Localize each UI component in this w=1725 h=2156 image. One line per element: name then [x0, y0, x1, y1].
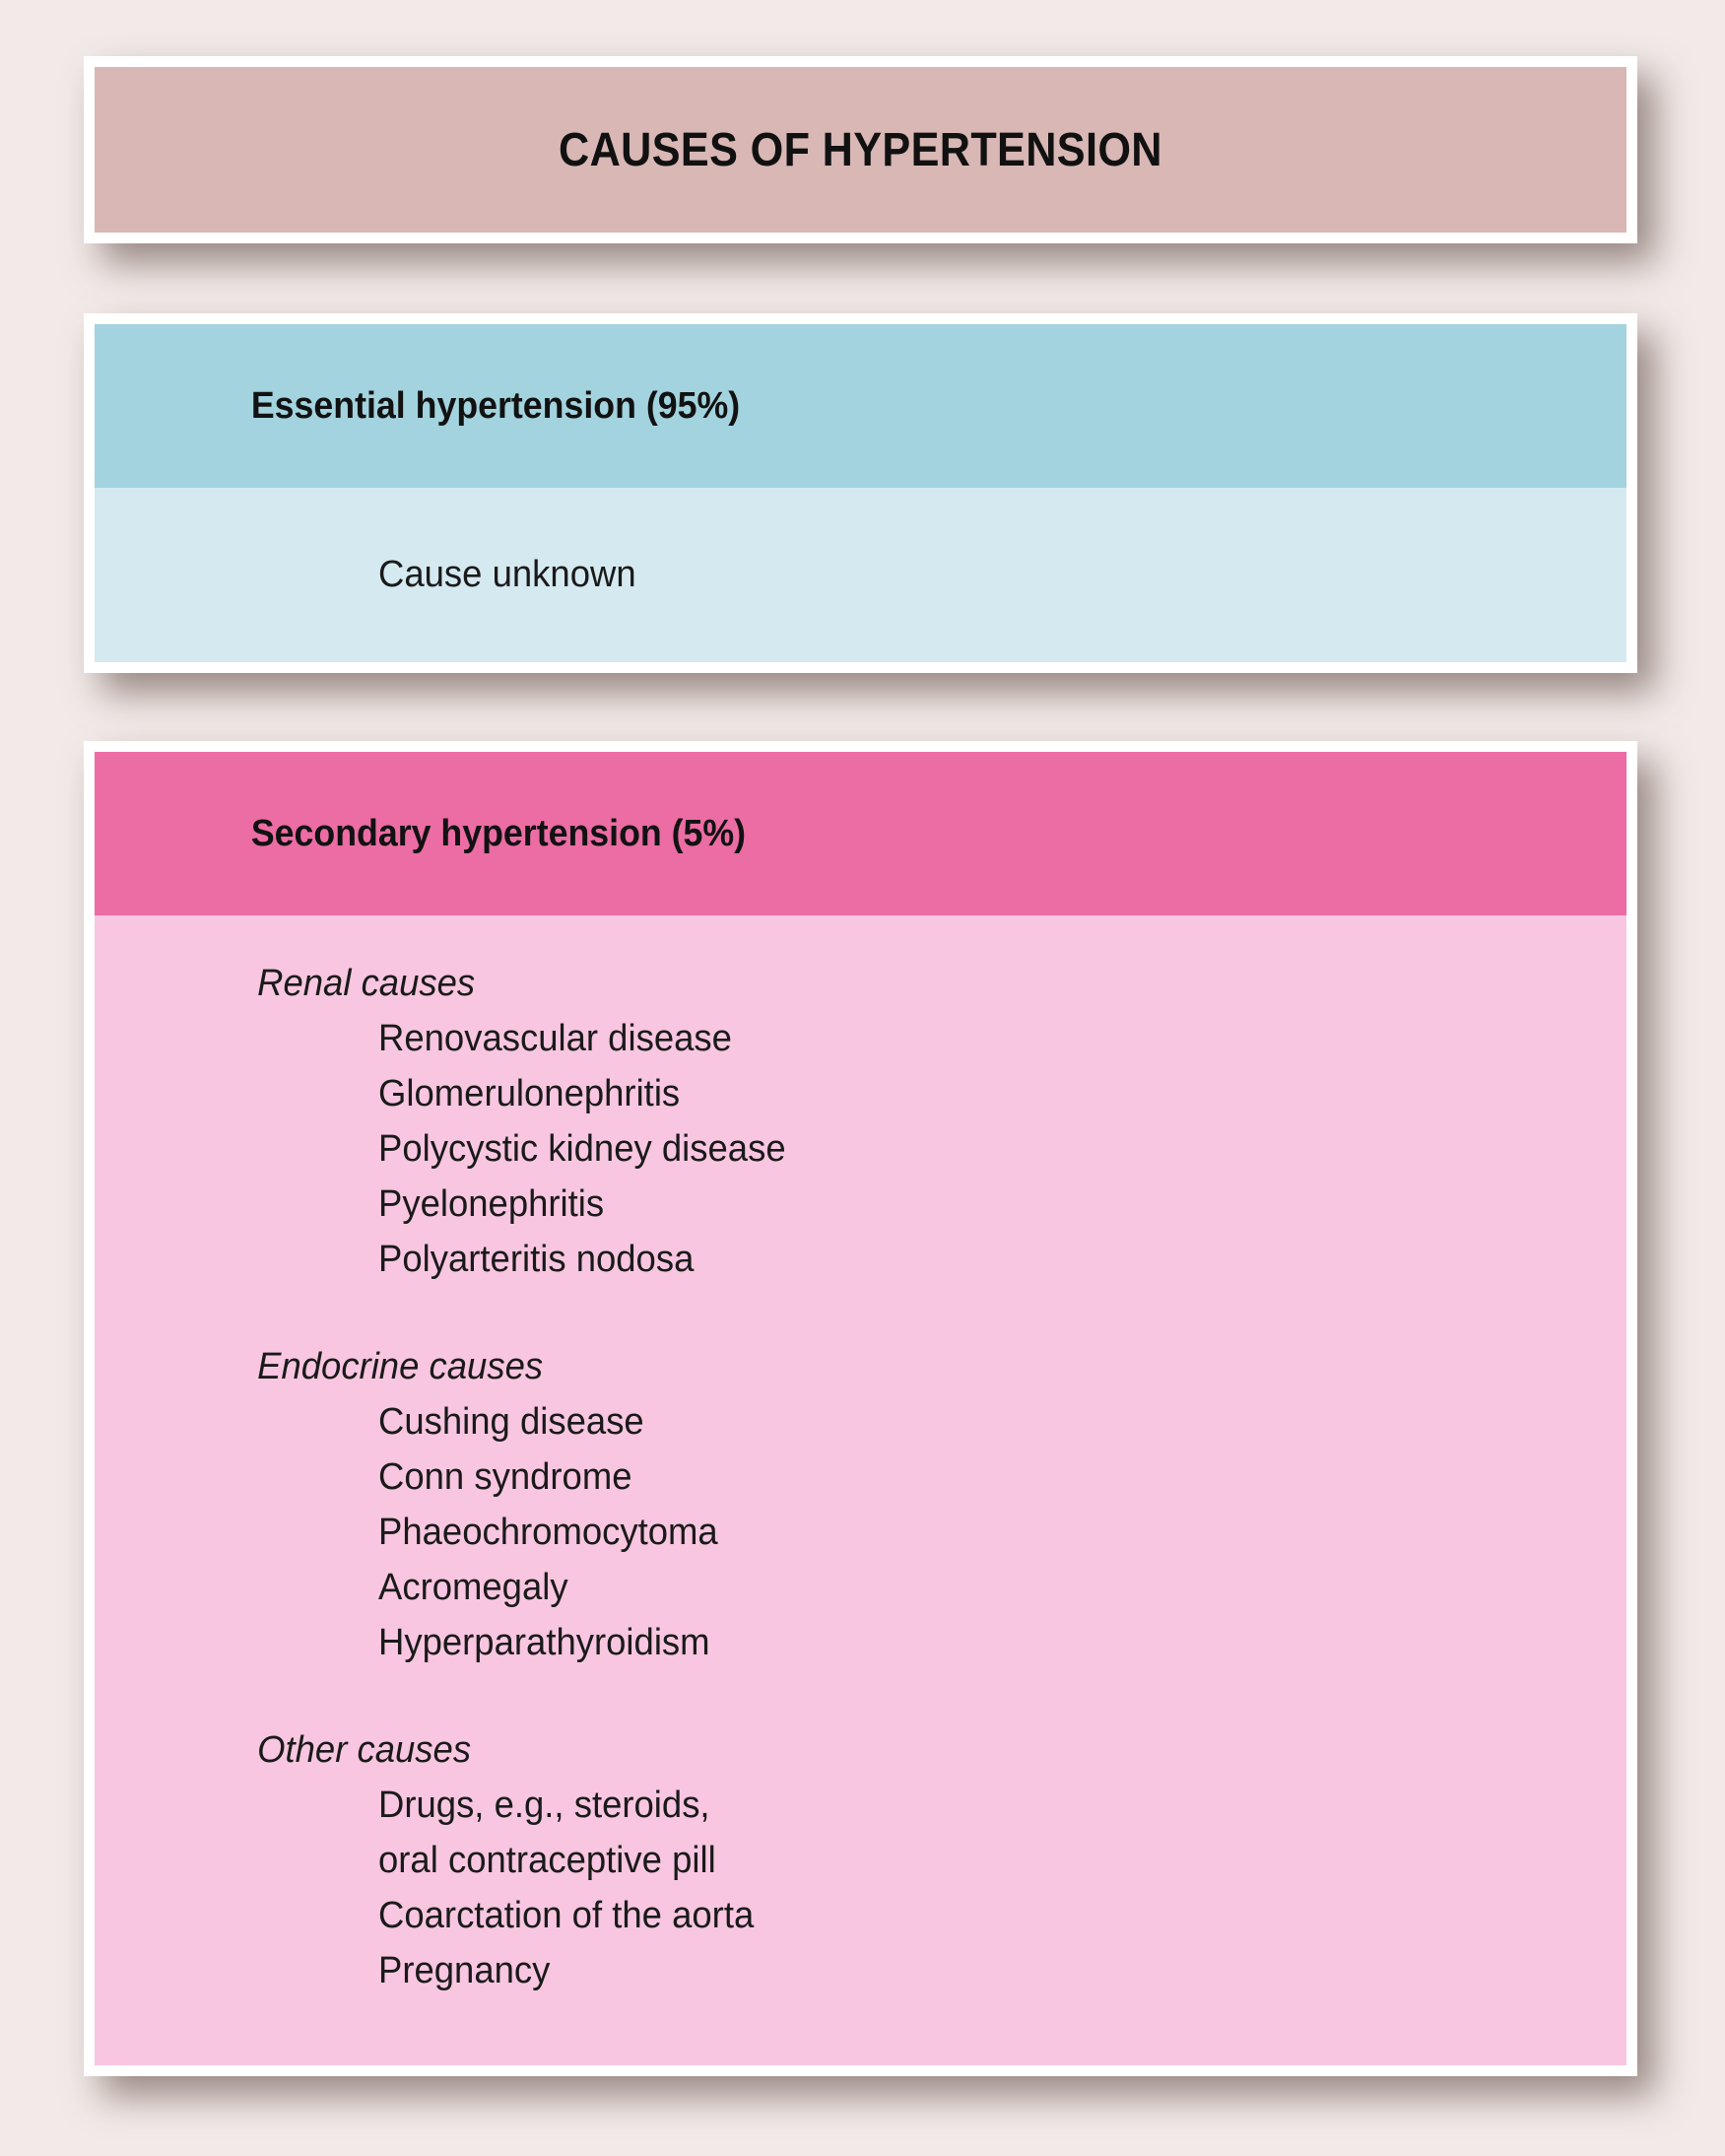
title-band — [95, 67, 1626, 233]
page-title: CAUSES OF HYPERTENSION — [559, 123, 1162, 176]
essential-header-band — [95, 324, 1626, 488]
list-item: Glomerulonephritis — [378, 1073, 681, 1114]
cause-group-heading: Other causes — [257, 1729, 472, 1771]
list-item: Polyarteritis nodosa — [378, 1239, 695, 1280]
list-item: Pregnancy — [378, 1950, 551, 1991]
secondary-header-band — [95, 752, 1626, 915]
essential-cause-text: Cause unknown — [378, 554, 636, 595]
list-item: Renovascular disease — [378, 1018, 732, 1059]
list-item: Hyperparathyroidism — [378, 1622, 710, 1663]
list-item: Conn syndrome — [378, 1456, 632, 1498]
list-item: Acromegaly — [378, 1567, 568, 1608]
secondary-body-band — [95, 915, 1626, 2065]
cause-list-endocrine — [95, 1394, 1626, 1670]
list-item: oral contraceptive pill — [378, 1840, 716, 1881]
essential-hypertension-card — [84, 313, 1637, 673]
cause-group-heading: Endocrine causes — [257, 1346, 544, 1387]
essential-heading: Essential hypertension (95%) — [250, 384, 741, 427]
secondary-hypertension-card — [84, 741, 1637, 2076]
title-card — [84, 56, 1637, 243]
essential-body-band — [95, 488, 1626, 662]
cause-group-other — [95, 1722, 1626, 1998]
list-item: Phaeochromocytoma — [378, 1512, 718, 1553]
cause-group-endocrine — [95, 1339, 1626, 1670]
list-item: Pyelonephritis — [378, 1183, 605, 1225]
list-item: Drugs, e.g., steroids, — [378, 1785, 710, 1826]
list-item: Coarctation of the aorta — [378, 1895, 755, 1936]
cause-list-other — [95, 1778, 1626, 1998]
cause-list-renal — [95, 1011, 1626, 1287]
list-item: Cushing disease — [378, 1401, 644, 1443]
cause-group-heading: Renal causes — [257, 963, 476, 1004]
cause-group-renal — [95, 956, 1626, 1287]
list-item: Polycystic kidney disease — [378, 1128, 786, 1170]
secondary-heading: Secondary hypertension (5%) — [250, 812, 747, 854]
